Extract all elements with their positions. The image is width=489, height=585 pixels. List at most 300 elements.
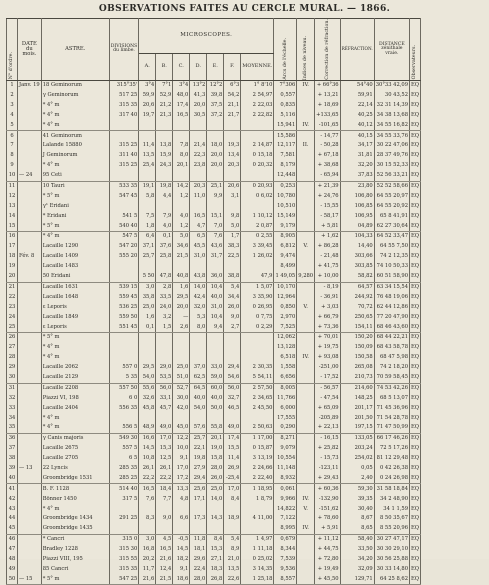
cell-b: 47,8 <box>156 272 173 282</box>
cell-moy: 0 7,75 <box>241 312 274 322</box>
cell-dist: 62 44 12,86 <box>374 302 409 312</box>
cell-dist: 52 56 33,21 <box>374 171 409 181</box>
cell-d <box>190 262 207 272</box>
cell-a <box>139 504 156 514</box>
cell-dist: 8 55 20,96 <box>374 524 409 534</box>
cell-f: 18,9 <box>224 514 241 524</box>
cell-a <box>139 171 156 181</box>
table-row <box>7 192 421 202</box>
cell-b: 1,5 <box>156 322 173 332</box>
cell-astre: Piazzi VIII, 195 <box>41 555 109 565</box>
cell-a: 7,6 <box>139 494 156 504</box>
cell-deg: 8,271 <box>274 433 297 443</box>
cell-astre: Lacaille 1849 <box>41 312 109 322</box>
cell-a: 55,6 <box>139 383 156 393</box>
cell-moy: 1 17,00 <box>241 433 274 443</box>
cell-b: 4,5 <box>156 534 173 544</box>
cell-b: 0,1 <box>156 232 173 242</box>
cell-e: 18,3 <box>207 565 224 575</box>
cell-moy: 0 20,93 <box>241 181 274 191</box>
cell-moy: 1 8,79 <box>241 494 274 504</box>
cell-f <box>224 343 241 353</box>
cell-e <box>207 413 224 423</box>
cell-corr: - 15,55 <box>315 201 341 211</box>
cell-f: 54,6 <box>224 373 241 383</box>
cell-obs: EQ <box>410 221 421 231</box>
cell-obs: EQ <box>410 484 421 494</box>
cell-astre: Lacaille 1648 <box>41 292 109 302</box>
cell-f: 15,5 <box>224 444 241 454</box>
table-row <box>7 504 421 514</box>
cell-d: 4,7 <box>190 221 207 231</box>
cell-moy: 2 50,63 <box>241 423 274 433</box>
cell-date <box>18 373 42 383</box>
cell-e <box>207 171 224 181</box>
cell-niv <box>297 565 315 575</box>
cell-niv: 9,280 <box>297 272 315 282</box>
cell-refr: 31,81 <box>340 151 374 161</box>
cell-astre: Lacaille 1409 <box>41 252 109 262</box>
cell-refr: 0,05 <box>340 464 374 474</box>
cell-corr: + 72,80 <box>315 555 341 565</box>
cell-date <box>18 343 42 353</box>
table-row <box>7 252 421 262</box>
table-row <box>7 91 421 101</box>
table-row <box>7 413 421 423</box>
cell-e <box>207 524 224 534</box>
cell-div: 315 25 <box>109 161 139 171</box>
cell-date: — 13 <box>18 464 42 474</box>
cell-n: 28 <box>7 353 18 363</box>
cell-date <box>18 444 42 454</box>
cell-b: 7°1 <box>156 80 173 90</box>
table-row <box>7 161 421 171</box>
header-level: Indices de niveau. <box>297 19 315 81</box>
cell-obs: EQ <box>410 292 421 302</box>
cell-date <box>18 545 42 555</box>
cell-e: 26,0 <box>207 474 224 484</box>
table-row <box>7 403 421 413</box>
cell-date: — 24 <box>18 171 42 181</box>
cell-f: 22,6 <box>224 574 241 584</box>
cell-d: 18,1 <box>190 545 207 555</box>
cell-deg: 0,253 <box>274 181 297 191</box>
cell-n: 29 <box>7 363 18 373</box>
cell-moy: 0 25,02 <box>241 555 274 565</box>
cell-d: 20,3 <box>190 181 207 191</box>
cell-refr: 201,17 <box>340 403 374 413</box>
header-number: N° d'ordre. <box>7 19 18 81</box>
cell-date: Janv. 19 <box>18 80 42 90</box>
cell-f: 1,7 <box>224 232 241 242</box>
cell-deg: 13,128 <box>274 343 297 353</box>
cell-b: 4,4 <box>156 192 173 202</box>
cell-a: 5 50 <box>139 272 156 282</box>
cell-astre: Lacaille 2705 <box>41 454 109 464</box>
cell-n: 13 <box>7 201 18 211</box>
cell-niv <box>297 474 315 484</box>
cell-b: 37,6 <box>156 242 173 252</box>
cell-date <box>18 333 42 343</box>
cell-e: 9,9 <box>207 192 224 202</box>
cell-niv <box>297 333 315 343</box>
observations-table <box>6 18 421 585</box>
cell-dist: 70 59 58,45 <box>374 373 409 383</box>
cell-obs: EQ <box>410 353 421 363</box>
cell-c: 25,0 <box>173 363 190 373</box>
cell-date <box>18 403 42 413</box>
cell-refr: 40,15 <box>340 131 374 141</box>
cell-niv <box>297 454 315 464</box>
cell-date <box>18 363 42 373</box>
cell-obs: EQ <box>410 555 421 565</box>
table-row <box>7 514 421 524</box>
cell-deg: 8,005 <box>274 383 297 393</box>
cell-date <box>18 565 42 575</box>
cell-moy: 2 30,35 <box>241 363 274 373</box>
cell-f: 20,3 <box>224 161 241 171</box>
table-row <box>7 555 421 565</box>
cell-obs: EQ <box>410 232 421 242</box>
cell-astre: γ¹ Eridani <box>41 201 109 211</box>
cell-date <box>18 524 42 534</box>
header-date: DATE du mois. <box>18 19 42 81</box>
cell-niv: IV. <box>297 120 315 130</box>
cell-obs: EQ <box>410 211 421 221</box>
cell-niv <box>297 343 315 353</box>
cell-a: 3,0 <box>139 534 156 544</box>
page-title: OBSERVATIONS FAITES AU CERCLE MURAL. — 1866. <box>98 4 391 14</box>
header-observers: Observateurs. <box>410 19 421 81</box>
cell-corr: + 38,68 <box>315 161 341 171</box>
cell-d <box>190 524 207 534</box>
cell-deg: 6,656 <box>274 373 297 383</box>
cell-refr: 133,05 <box>340 433 374 443</box>
cell-deg: 10,554 <box>274 454 297 464</box>
cell-astre: 18 Geminorum <box>41 80 109 90</box>
cell-obs: EQ <box>410 504 421 514</box>
cell-c <box>173 413 190 423</box>
cell-moy: 3 35,90 <box>241 292 274 302</box>
cell-d: 22,4 <box>190 565 207 575</box>
cell-div <box>109 201 139 211</box>
cell-a: 29,5 <box>139 363 156 373</box>
cell-e <box>207 333 224 343</box>
cell-moy: 1 5,07 <box>241 282 274 292</box>
cell-deg: 12,448 <box>274 171 297 181</box>
cell-date <box>18 211 42 221</box>
cell-n: 49 <box>7 565 18 575</box>
cell-f: 38,8 <box>224 272 241 282</box>
cell-a: 1,6 <box>139 312 156 322</box>
cell-moy <box>241 120 274 130</box>
cell-div: 517 25 <box>109 91 139 101</box>
cell-div: 555 20 <box>109 252 139 262</box>
cell-refr: 04,89 <box>340 221 374 231</box>
cell-astre: * 4° m <box>41 413 109 423</box>
cell-f <box>224 171 241 181</box>
cell-n: 40 <box>7 474 18 484</box>
cell-div: 549 30 <box>109 433 139 443</box>
table-row <box>7 534 421 544</box>
cell-d: 29,4 <box>190 474 207 484</box>
cell-date: — 15 <box>18 574 42 584</box>
cell-e: 8,4 <box>207 534 224 544</box>
cell-a <box>139 343 156 353</box>
cell-b: 15,3 <box>156 444 173 454</box>
cell-moy: 0 15,18 <box>241 151 274 161</box>
cell-deg: 0,290 <box>274 423 297 433</box>
cell-e: 15,8 <box>207 454 224 464</box>
cell-obs: EQ <box>410 252 421 262</box>
cell-a: 25,4 <box>139 161 156 171</box>
cell-corr: + 10,00 <box>315 272 341 282</box>
cell-a: 3°4 <box>139 80 156 90</box>
cell-refr: 23,80 <box>340 181 374 191</box>
cell-f: 9,0 <box>224 312 241 322</box>
cell-niv <box>297 211 315 221</box>
cell-e: 37,2 <box>207 110 224 120</box>
cell-refr: 70,72 <box>340 302 374 312</box>
cell-obs: EQ <box>410 272 421 282</box>
cell-corr: -205,89 <box>315 413 341 423</box>
cell-deg: 14,822 <box>274 504 297 514</box>
table-row <box>7 110 421 120</box>
cell-date <box>18 161 42 171</box>
cell-a <box>139 353 156 363</box>
cell-n: 42 <box>7 494 18 504</box>
cell-c: 21,5 <box>173 252 190 262</box>
header-astre: ASTRE. <box>41 19 109 81</box>
cell-c <box>173 333 190 343</box>
cell-corr: -132,90 <box>315 494 341 504</box>
cell-date <box>18 484 42 494</box>
cell-f <box>224 524 241 534</box>
cell-date <box>18 91 42 101</box>
cell-deg: 8,905 <box>274 232 297 242</box>
cell-niv: IV. <box>297 353 315 363</box>
cell-niv: II. <box>297 141 315 151</box>
cell-c <box>173 131 190 141</box>
cell-a: 1,8 <box>139 221 156 231</box>
table-row <box>7 80 421 90</box>
cell-b: 45,7 <box>156 403 173 413</box>
cell-refr: 150,09 <box>340 343 374 353</box>
cell-b <box>156 131 173 141</box>
cell-moy: 2 45,50 <box>241 403 274 413</box>
cell-d: 64,5 <box>190 383 207 393</box>
cell-f: 8,9 <box>224 545 241 555</box>
cell-niv: IV. <box>297 80 315 90</box>
cell-dist: 34 38 13,68 <box>374 110 409 120</box>
cell-astre: Lalande 15880 <box>41 141 109 151</box>
cell-div: 514 40 <box>109 484 139 494</box>
cell-b: 4,0 <box>156 221 173 231</box>
cell-refr: 64,57 <box>340 282 374 292</box>
cell-deg: 15,586 <box>274 131 297 141</box>
cell-refr: 150,58 <box>340 353 374 363</box>
cell-obs: EQ <box>410 80 421 90</box>
cell-f: 34,4 <box>224 292 241 302</box>
cell-corr: + 41,75 <box>315 262 341 272</box>
cell-refr: 106,95 <box>340 211 374 221</box>
cell-niv <box>297 181 315 191</box>
cell-f: 22,5 <box>224 252 241 262</box>
cell-b <box>156 201 173 211</box>
cell-e: 14,0 <box>207 494 224 504</box>
cell-n: 24 <box>7 312 18 322</box>
cell-refr: 39,35 <box>340 494 374 504</box>
cell-obs: EQ <box>410 474 421 484</box>
cell-n: 7 <box>7 141 18 151</box>
cell-b <box>156 262 173 272</box>
cell-dist: 66 17 46,26 <box>374 433 409 443</box>
cell-corr: -251,00 <box>315 363 341 373</box>
cell-e: 28,0 <box>207 464 224 474</box>
cell-corr: - 8,19 <box>315 282 341 292</box>
cell-moy: 5 54,11 <box>241 373 274 383</box>
table-row <box>7 272 421 282</box>
cell-obs: EQ <box>410 393 421 403</box>
cell-obs: EQ <box>410 534 421 544</box>
cell-n: 38 <box>7 454 18 464</box>
cell-dist: 64 55 7,50 <box>374 242 409 252</box>
cell-b: 33,1 <box>156 393 173 403</box>
cell-c: 29,5 <box>173 292 190 302</box>
cell-niv <box>297 464 315 474</box>
cell-c: 20,1 <box>173 161 190 171</box>
cell-corr: - 50,28 <box>315 141 341 151</box>
table-row <box>7 484 421 494</box>
cell-d: 54,0 <box>190 403 207 413</box>
cell-f <box>224 201 241 211</box>
cell-astre: * 4° m <box>41 504 109 514</box>
cell-c: 17,4 <box>173 101 190 111</box>
cell-n: 4 <box>7 110 18 120</box>
cell-c <box>173 343 190 353</box>
cell-d: 16,5 <box>190 211 207 221</box>
cell-d: 22,3 <box>190 151 207 161</box>
cell-b: 12,4 <box>156 565 173 575</box>
cell-dist: 52 52 58,66 <box>374 181 409 191</box>
cell-div: 547 5 <box>109 232 139 242</box>
cell-corr: +133,65 <box>315 110 341 120</box>
cell-f: 56,0 <box>224 383 241 393</box>
cell-f: 3,1 <box>224 192 241 202</box>
cell-astre: Lacaille 2675 <box>41 444 109 454</box>
cell-b <box>156 120 173 130</box>
cell-e: 59,0 <box>207 373 224 383</box>
cell-b: 3,2 <box>156 312 173 322</box>
cell-a: 20,2 <box>139 555 156 565</box>
cell-f: 13,5 <box>224 565 241 575</box>
cell-n: 48 <box>7 555 18 565</box>
cell-b <box>156 353 173 363</box>
cell-b <box>156 524 173 534</box>
cell-div: 559 45 <box>109 292 139 302</box>
cell-deg: 0,061 <box>274 484 297 494</box>
cell-b <box>156 171 173 181</box>
cell-dist: 30°33 42,09 <box>374 80 409 90</box>
cell-f: 17,0 <box>224 484 241 494</box>
cell-astre: Bradley 1228 <box>41 545 109 555</box>
cell-n: 39 <box>7 464 18 474</box>
cell-corr: + 29,43 <box>315 474 341 484</box>
cell-deg: 0,850 <box>274 302 297 312</box>
cell-astre: * 4° m <box>41 343 109 353</box>
cell-div: 539 15 <box>109 282 139 292</box>
cell-astre: Lacaille 2129 <box>41 373 109 383</box>
cell-d: 37,0 <box>190 363 207 373</box>
cell-dist: 34 1 1,59 <box>374 504 409 514</box>
cell-refr: 303,66 <box>340 252 374 262</box>
cell-div: 541 5 <box>109 211 139 221</box>
cell-date <box>18 353 42 363</box>
cell-b: 18,4 <box>156 484 173 494</box>
table-row <box>7 181 421 191</box>
cell-a: 16,6 <box>139 433 156 443</box>
cell-astre: J Geminorum <box>41 151 109 161</box>
cell-c: 42,0 <box>173 403 190 413</box>
cell-c: 18,2 <box>173 555 190 565</box>
cell-obs: EQ <box>410 131 421 141</box>
cell-obs: EQ <box>410 161 421 171</box>
cell-div: 315 25 <box>109 141 139 151</box>
cell-div: 559 50 <box>109 312 139 322</box>
cell-c <box>173 171 190 181</box>
cell-div: 551 45 <box>109 322 139 332</box>
cell-n: 25 <box>7 322 18 332</box>
cell-e: 19,0 <box>207 444 224 454</box>
cell-obs: EQ <box>410 514 421 524</box>
header-distance: DISTANCE zénithale vraie. <box>374 19 409 81</box>
cell-refr: 148,25 <box>340 393 374 403</box>
cell-astre: * 4° m <box>41 353 109 363</box>
cell-c: 5,0 <box>173 232 190 242</box>
cell-e: 50,0 <box>207 403 224 413</box>
cell-div: 315 55 <box>109 555 139 565</box>
cell-niv <box>297 322 315 332</box>
cell-niv <box>297 161 315 171</box>
cell-date <box>18 383 42 393</box>
cell-obs: EQ <box>410 282 421 292</box>
table-row <box>7 545 421 555</box>
cell-d: 11,8 <box>190 534 207 544</box>
cell-obs: EQ <box>410 423 421 433</box>
cell-astre: 50 Eridani <box>41 272 109 282</box>
cell-dist: 74 53 42,26 <box>374 383 409 393</box>
cell-b: 49,0 <box>156 423 173 433</box>
cell-obs: EQ <box>410 403 421 413</box>
cell-b: 21,5 <box>156 574 173 584</box>
cell-a: 26,1 <box>139 464 156 474</box>
cell-moy: 2 22,03 <box>241 101 274 111</box>
cell-deg: 10,170 <box>274 282 297 292</box>
cell-f: 20,6 <box>224 181 241 191</box>
cell-e <box>207 353 224 363</box>
cell-refr: 37,83 <box>340 171 374 181</box>
cell-dist: 72 5 17,26 <box>374 444 409 454</box>
cell-d: 45,5 <box>190 242 207 252</box>
cell-d: 22,1 <box>190 444 207 454</box>
cell-dist: 71 54 28,78 <box>374 413 409 423</box>
cell-e <box>207 504 224 514</box>
cell-f: 2,7 <box>224 322 241 332</box>
cell-date: Fév. 8 <box>18 252 42 262</box>
cell-div: 557 50 <box>109 383 139 393</box>
cell-corr: - 17,52 <box>315 373 341 383</box>
cell-div: 6 5 <box>109 454 139 464</box>
